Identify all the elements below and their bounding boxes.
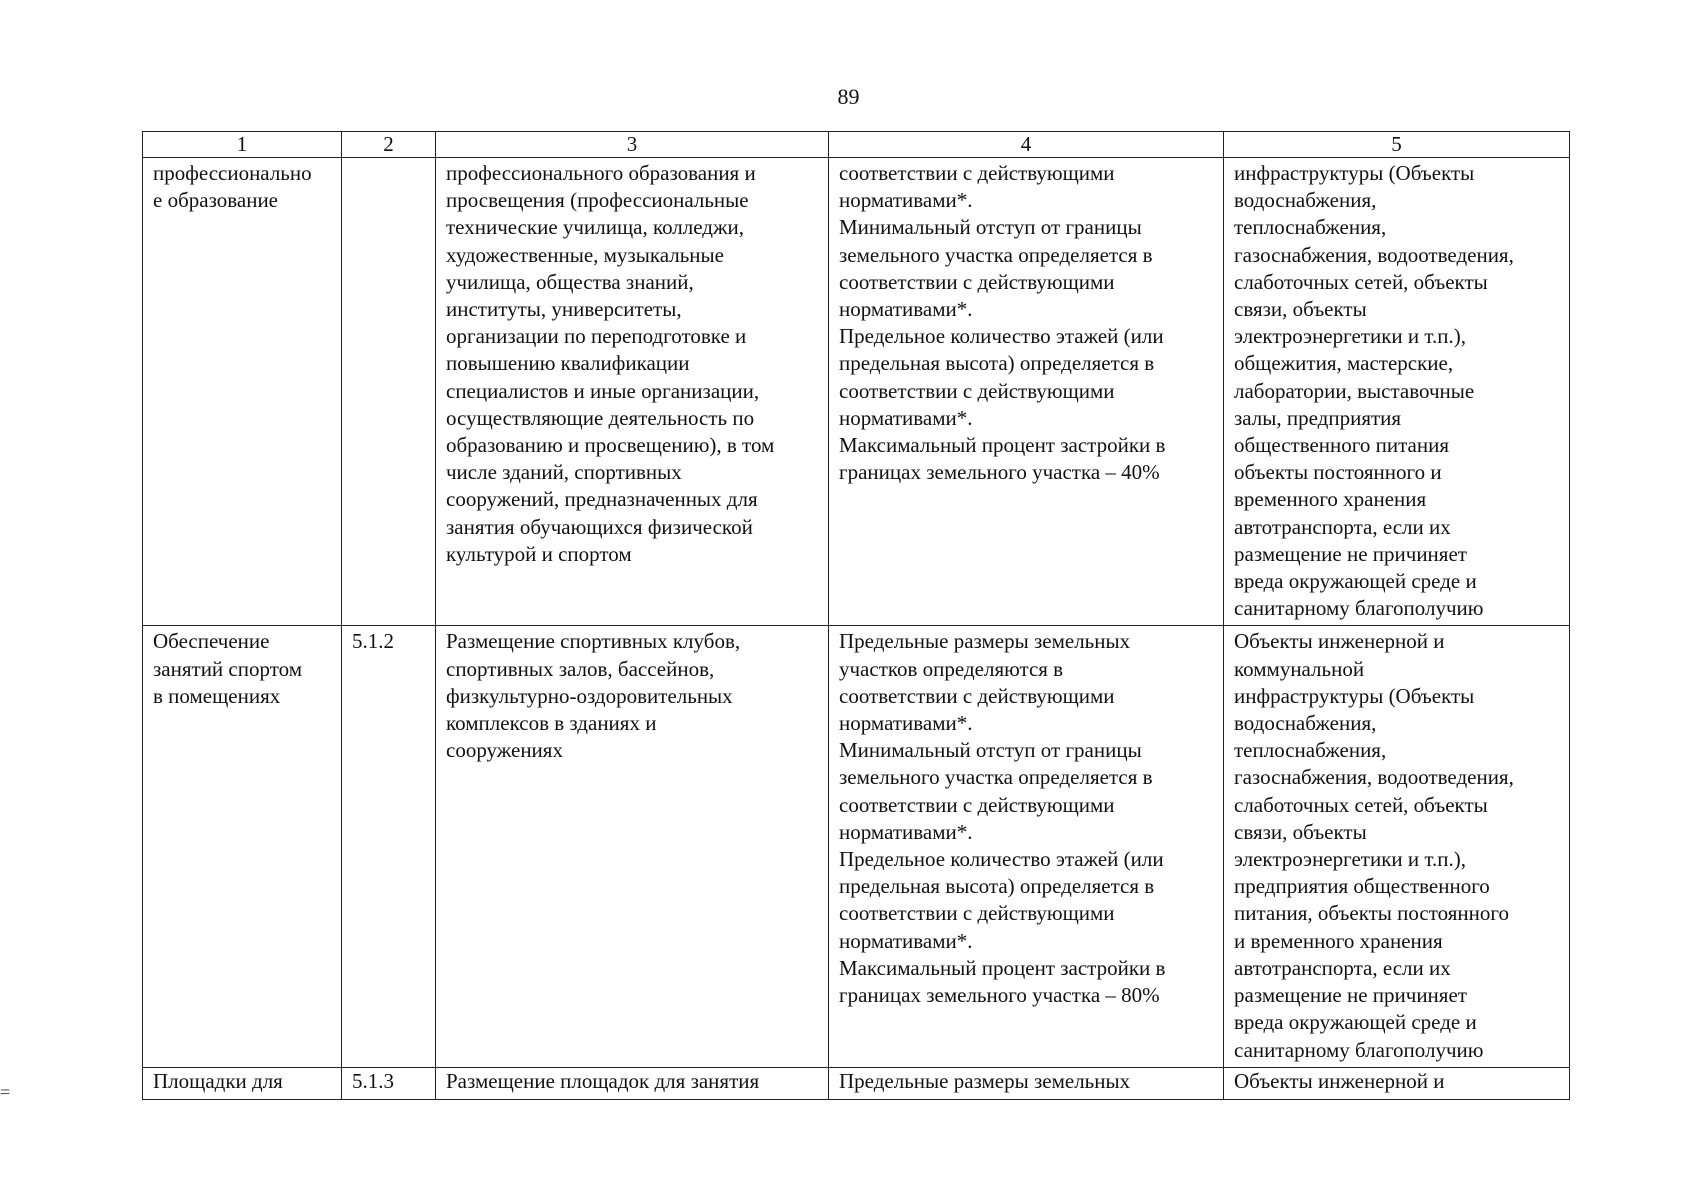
cell-text-line: профессионального образования и bbox=[446, 161, 756, 185]
auxiliary-uses-cell bbox=[1224, 1067, 1570, 1099]
use-name-cell bbox=[143, 1067, 342, 1099]
cell-text-line: нормативами*. bbox=[839, 819, 973, 844]
cell-text-line: границах земельного участка – 40% bbox=[839, 460, 1160, 485]
cell-text-line: художественные, музыкальные bbox=[446, 242, 724, 267]
cell-text-line: сооружений, предназначенных для bbox=[446, 487, 758, 512]
cell-text-line: санитарному благополучию bbox=[1234, 1037, 1484, 1062]
column-header-1: 1 bbox=[143, 132, 342, 158]
cell-text-line: водоснабжения, bbox=[1234, 711, 1377, 736]
cell-text-line: в помещениях bbox=[153, 683, 281, 708]
cell-text-line: училища, общества знаний, bbox=[446, 269, 694, 294]
cell-text-line: Предельные размеры земельных bbox=[839, 629, 1131, 654]
cell-text-line: нормативами*. bbox=[839, 188, 973, 213]
cell-text-line: образованию и просвещению), в том bbox=[446, 433, 775, 458]
cell-text-line: соответствии с действующими bbox=[839, 378, 1115, 403]
cell-text-line: нормативами*. bbox=[839, 928, 973, 953]
cell-text-line: газоснабжения, водоотведения, bbox=[1234, 242, 1514, 267]
cell-text-line: занятия обучающихся физической bbox=[446, 514, 753, 539]
cell-text-line: Минимальный отступ от границы bbox=[839, 738, 1142, 763]
table-row bbox=[143, 626, 1570, 1067]
cell-text-line: Площадки для bbox=[153, 1068, 283, 1093]
cell-text-line: спортивных залов, бассейнов, bbox=[446, 656, 715, 681]
cell-text-line: слаботочных сетей, объекты bbox=[1234, 792, 1488, 817]
cell-text-line: институты, университеты, bbox=[446, 297, 682, 322]
cell-text-line: специалистов и иные организации, bbox=[446, 378, 760, 403]
cell-text-line: временного хранения bbox=[1234, 487, 1427, 512]
parameters-cell bbox=[829, 158, 1224, 626]
cell-text-line: просвещения (профессиональные bbox=[446, 188, 749, 213]
cell-text-line: связи, объекты bbox=[1234, 297, 1367, 322]
cell-text-line: числе зданий, спортивных bbox=[446, 460, 682, 485]
cell-text-line: автотранспорта, если их bbox=[1234, 514, 1451, 539]
cell-text-line: Минимальный отступ от границы bbox=[839, 215, 1142, 240]
use-description-cell bbox=[436, 626, 829, 1067]
cell-text-line: слаботочных сетей, объекты bbox=[1234, 269, 1488, 294]
cell-text-line: лаборатории, выставочные bbox=[1234, 378, 1475, 403]
cell-text-line: размещение не причиняет bbox=[1234, 541, 1467, 566]
cell-text-line: общежития, мастерские, bbox=[1234, 351, 1454, 376]
cell-text-line: комплексов в зданиях и bbox=[446, 711, 657, 736]
cell-text-line: водоснабжения, bbox=[1234, 188, 1377, 213]
margin-mark: = bbox=[0, 1082, 11, 1102]
cell-text-line: организации по переподготовке и bbox=[446, 324, 747, 349]
cell-text: 5.1.3 bbox=[352, 1068, 394, 1093]
cell-text-line: залы, предприятия bbox=[1234, 405, 1402, 430]
cell-text-line: Максимальный процент застройки в bbox=[839, 955, 1166, 980]
cell-text-line: Предельное количество этажей (или bbox=[839, 847, 1164, 872]
cell-text-line: электроэнергетики и т.п.), bbox=[1234, 324, 1466, 349]
cell-text-line: санитарному благополучию bbox=[1234, 596, 1484, 621]
cell-text-line: участков определяются в bbox=[839, 656, 1064, 681]
cell-text-line: соответствии с действующими bbox=[839, 901, 1115, 926]
cell-text-line: размещение не причиняет bbox=[1234, 983, 1467, 1008]
cell-text-line: занятий спортом bbox=[153, 656, 302, 681]
cell-text-line: объекты постоянного и bbox=[1234, 460, 1442, 485]
cell-text: 5.1.2 bbox=[352, 629, 394, 654]
cell-text-line: земельного участка определяется в bbox=[839, 242, 1153, 267]
parameters-cell bbox=[829, 626, 1224, 1067]
cell-text-line: Объекты инженерной и bbox=[1234, 1068, 1445, 1093]
cell-text-line: вреда окружающей среде и bbox=[1234, 1010, 1477, 1035]
cell-text-line: физкультурно-оздоровительных bbox=[446, 683, 733, 708]
cell-text-line: вреда окружающей среде и bbox=[1234, 569, 1477, 594]
cell-text-line: профессионально bbox=[153, 161, 312, 185]
cell-text-line: технические училища, колледжи, bbox=[446, 215, 744, 240]
cell-text-line: нормативами*. bbox=[839, 405, 973, 430]
cell-text-line: соответствии с действующими bbox=[839, 161, 1115, 185]
cell-text-line: нормативами*. bbox=[839, 711, 973, 736]
use-name-cell bbox=[143, 158, 342, 626]
cell-text-line: теплоснабжения, bbox=[1234, 215, 1387, 240]
use-description-cell bbox=[436, 1067, 829, 1099]
land-use-table bbox=[142, 131, 1570, 1100]
cell-text-line: инфраструктуры (Объекты bbox=[1234, 683, 1475, 708]
cell-text-line: сооружениях bbox=[446, 738, 563, 763]
cell-text-line: соответствии с действующими bbox=[839, 792, 1115, 817]
column-header-4: 4 bbox=[829, 132, 1224, 158]
cell-text-line: связи, объекты bbox=[1234, 819, 1367, 844]
cell-text-line: предельная высота) определяется в bbox=[839, 351, 1155, 376]
cell-text-line: Размещение спортивных клубов, bbox=[446, 629, 741, 654]
cell-text-line: Объекты инженерной и bbox=[1234, 629, 1445, 654]
use-code-cell bbox=[342, 158, 436, 626]
cell-text-line: инфраструктуры (Объекты bbox=[1234, 161, 1475, 185]
cell-text-line: предельная высота) определяется в bbox=[839, 874, 1155, 899]
cell-text-line: теплоснабжения, bbox=[1234, 738, 1387, 763]
auxiliary-uses-cell bbox=[1224, 626, 1570, 1067]
cell-text-line: Обеспечение bbox=[153, 629, 270, 654]
cell-text-line: автотранспорта, если их bbox=[1234, 955, 1451, 980]
cell-text-line: соответствии с действующими bbox=[839, 269, 1115, 294]
column-header-2: 2 bbox=[342, 132, 436, 158]
cell-text-line: коммунальной bbox=[1234, 656, 1365, 681]
cell-text-line: электроэнергетики и т.п.), bbox=[1234, 847, 1466, 872]
cell-text-line: газоснабжения, водоотведения, bbox=[1234, 765, 1514, 790]
cell-text-line: питания, объекты постоянного bbox=[1234, 901, 1509, 926]
cell-text-line: культурой и спортом bbox=[446, 541, 632, 566]
use-code-cell bbox=[342, 626, 436, 1067]
table-row bbox=[143, 158, 1570, 626]
page-number: 89 bbox=[837, 84, 860, 109]
cell-text-line: Предельные размеры земельных bbox=[839, 1068, 1131, 1093]
cell-text-line: соответствии с действующими bbox=[839, 683, 1115, 708]
cell-text-line: е образование bbox=[153, 188, 279, 213]
cell-text-line: предприятия общественного bbox=[1234, 874, 1490, 899]
cell-text-line: и временного хранения bbox=[1234, 928, 1443, 953]
cell-text-line: общественного питания bbox=[1234, 433, 1449, 458]
use-description-cell bbox=[436, 158, 829, 626]
parameters-cell bbox=[829, 1067, 1224, 1099]
column-header-5: 5 bbox=[1224, 132, 1570, 158]
cell-text-line: осуществляющие деятельность по bbox=[446, 405, 755, 430]
cell-text-line: Предельное количество этажей (или bbox=[839, 324, 1164, 349]
cell-text-line: границах земельного участка – 80% bbox=[839, 983, 1160, 1008]
cell-text-line: земельного участка определяется в bbox=[839, 765, 1153, 790]
table-header-row bbox=[143, 132, 1570, 158]
cell-text-line: Максимальный процент застройки в bbox=[839, 433, 1166, 458]
column-header-3: 3 bbox=[436, 132, 829, 158]
table-row bbox=[143, 1067, 1570, 1099]
use-name-cell bbox=[143, 626, 342, 1067]
cell-text-line: повышению квалификации bbox=[446, 351, 690, 376]
cell-text-line: нормативами*. bbox=[839, 297, 973, 322]
auxiliary-uses-cell bbox=[1224, 158, 1570, 626]
use-code-cell bbox=[342, 1067, 436, 1099]
cell-text-line: Размещение площадок для занятия bbox=[446, 1068, 760, 1093]
